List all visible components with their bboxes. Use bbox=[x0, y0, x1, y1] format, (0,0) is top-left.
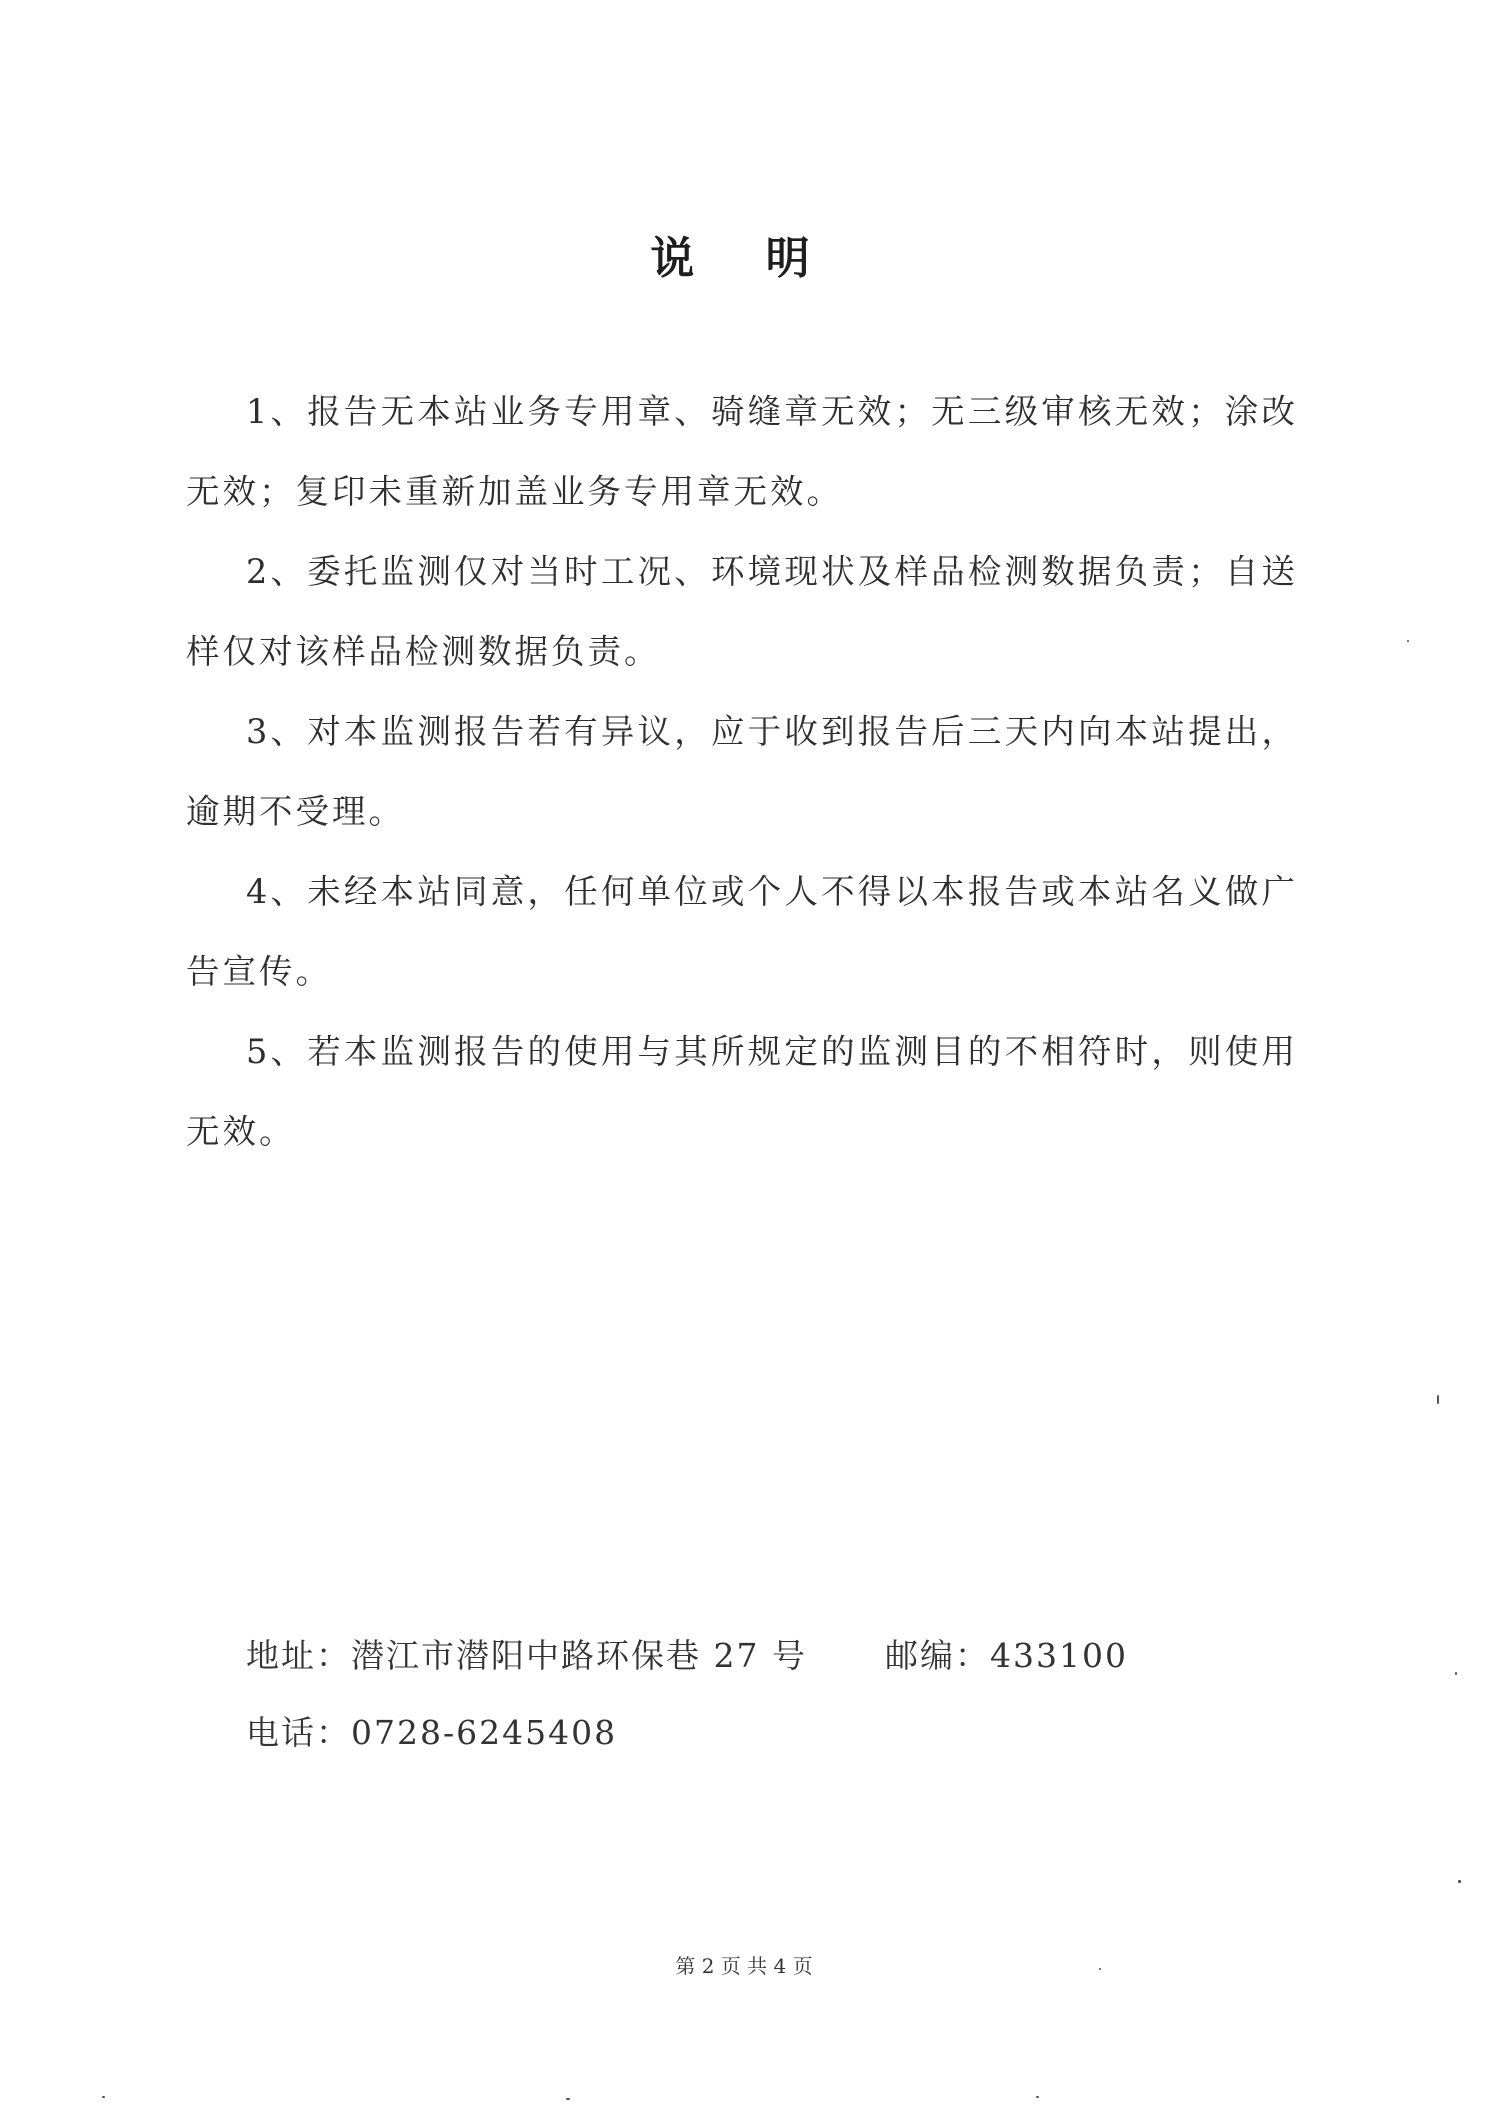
clause-list bbox=[186, 372, 1298, 1172]
scan-speck bbox=[1458, 1880, 1461, 1883]
scan-speck bbox=[1437, 1395, 1439, 1404]
scan-speck bbox=[1455, 1672, 1457, 1675]
scan-speck bbox=[1099, 1968, 1101, 1970]
page-number-footer: 第 2 页 共 4 页 bbox=[675, 1954, 813, 1978]
clause-3: 3、对本监测报告若有异议，应于收到报告后三天内向本站提出，逾期不受理。 bbox=[186, 712, 1298, 831]
scan-speck bbox=[102, 2096, 105, 2098]
phone-text: 电话：0728-6245408 bbox=[246, 1713, 618, 1752]
postcode-text: 邮编：433100 bbox=[884, 1636, 1128, 1675]
clause-4: 4、未经本站同意，任何单位或个人不得以本报告或本站名义做广告宣传。 bbox=[186, 872, 1298, 991]
clause-2: 2、委托监测仅对当时工况、环境现状及样品检测数据负责；自送样仅对该样品检测数据负责。 bbox=[186, 552, 1298, 671]
clause-1: 1、报告无本站业务专用章、骑缝章无效；无三级审核无效；涂改无效；复印未重新加盖业务专用章无效。 bbox=[186, 392, 1298, 511]
phone-row bbox=[246, 1707, 617, 1754]
scan-speck bbox=[566, 2098, 570, 2100]
address-text: 地址：潜江市潜阳中路环保巷 27 号 bbox=[246, 1636, 807, 1675]
page-title: 说 明 bbox=[650, 233, 838, 284]
address-row bbox=[246, 1630, 1128, 1677]
scan-speck bbox=[1036, 2096, 1039, 2098]
scan-speck bbox=[1407, 640, 1409, 642]
clause-5: 5、若本监测报告的使用与其所规定的监测目的不相符时，则使用无效。 bbox=[186, 1032, 1298, 1151]
